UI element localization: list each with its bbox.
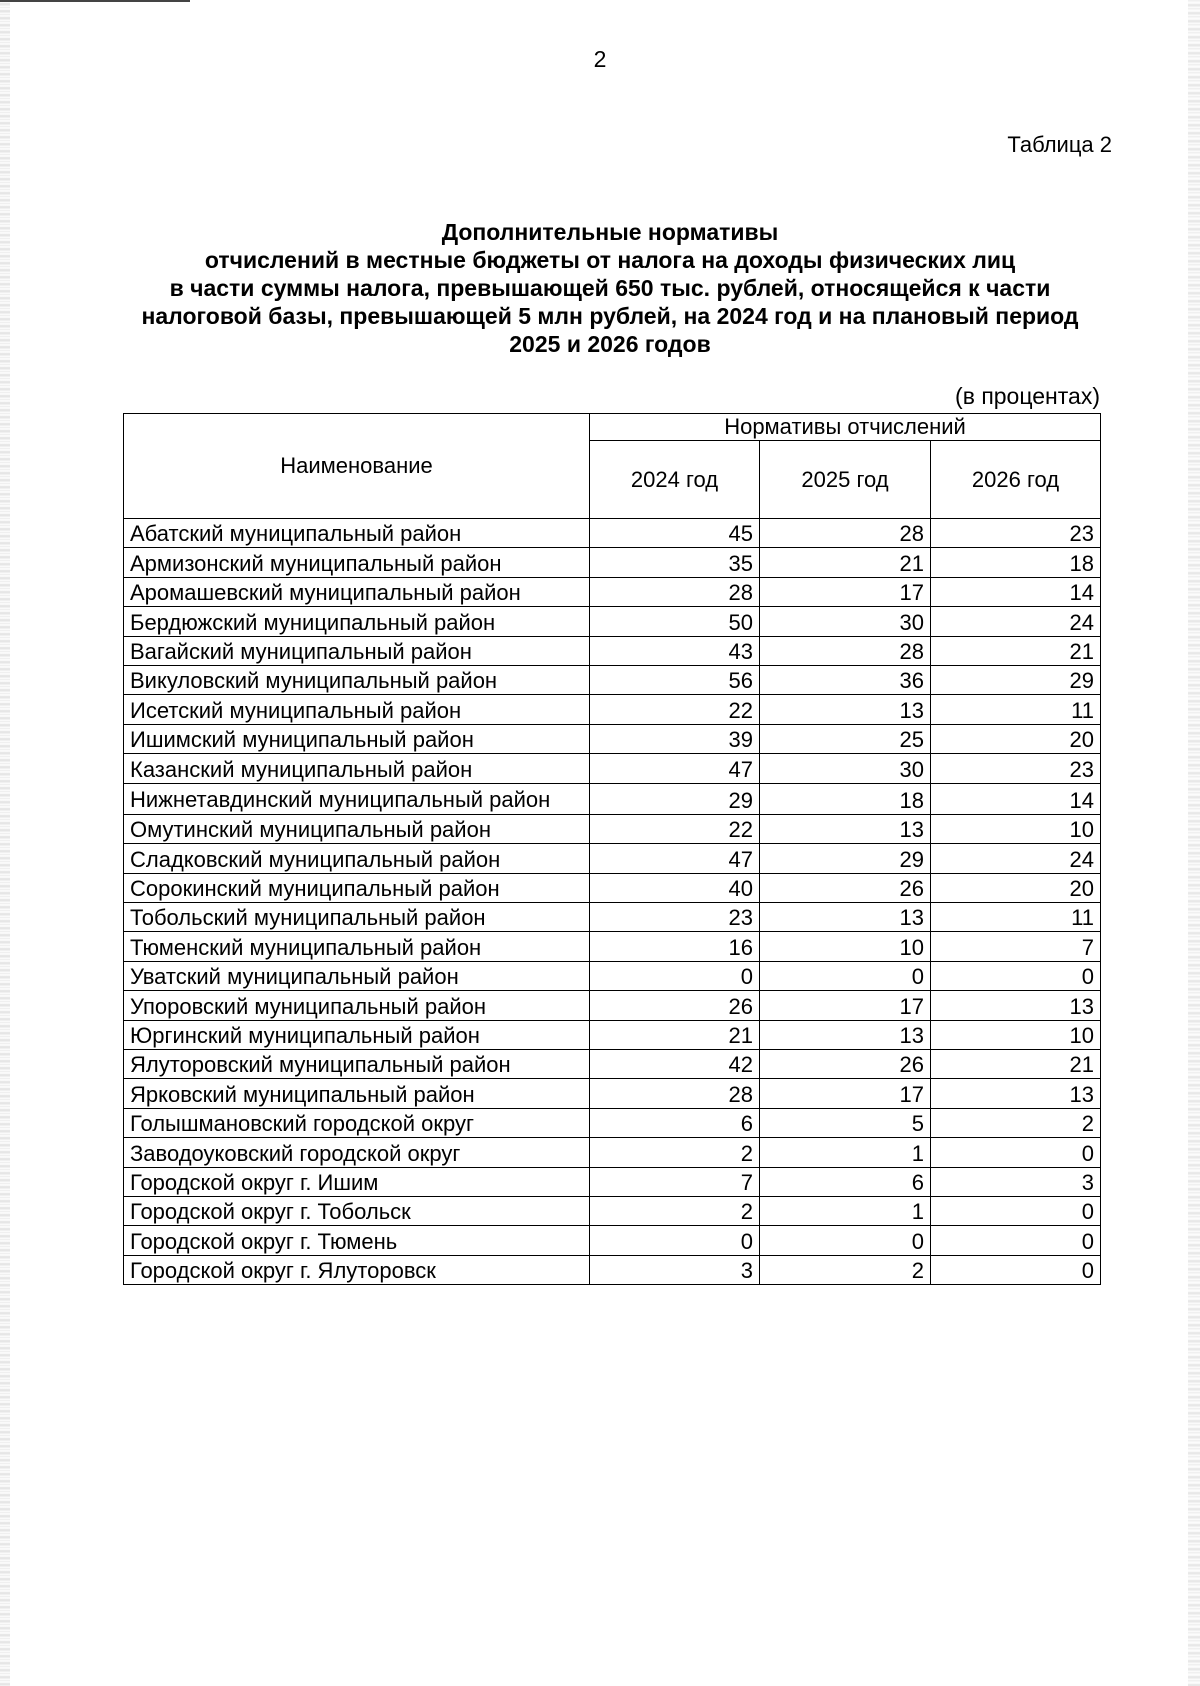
value-2025-cell: 0: [760, 961, 931, 990]
table-row: [124, 991, 1101, 1020]
table-row: [124, 1255, 1101, 1284]
name-cell: Абатский муниципальный район: [124, 519, 590, 548]
scan-edge-left: [0, 0, 10, 1686]
value-2025-cell: 18: [760, 783, 931, 814]
value-2026-cell: 29: [931, 665, 1101, 694]
table-row: [124, 519, 1101, 548]
table-row: [124, 636, 1101, 665]
value-2024-cell: 40: [590, 873, 760, 902]
value-2025-cell: 28: [760, 519, 931, 548]
value-2024-cell: 50: [590, 607, 760, 636]
value-2026-cell: 21: [931, 1050, 1101, 1079]
title-line: Дополнительные нормативы: [441, 219, 779, 245]
title-line: 2025 и 2026 годов: [509, 331, 711, 357]
value-2026-cell: 10: [931, 814, 1101, 843]
table-row: [124, 1196, 1101, 1225]
name-cell: Нижнетавдинский муниципальный район: [124, 783, 590, 814]
table-row: [124, 1108, 1101, 1137]
value-2026-cell: 20: [931, 724, 1101, 753]
name-cell: Упоровский муниципальный район: [124, 991, 590, 1020]
value-2024-cell: 26: [590, 991, 760, 1020]
name-cell: Ялуторовский муниципальный район: [124, 1050, 590, 1079]
name-cell: Тюменский муниципальный район: [124, 932, 590, 961]
value-2025-cell: 13: [760, 1020, 931, 1049]
name-cell: Заводоуковский городской округ: [124, 1138, 590, 1167]
value-2025-cell: 17: [760, 1079, 931, 1108]
value-2026-cell: 7: [931, 932, 1101, 961]
table-row: [124, 1167, 1101, 1196]
table-row: [124, 754, 1101, 783]
value-2025-cell: 29: [760, 844, 931, 873]
name-cell: Ярковский муниципальный район: [124, 1079, 590, 1108]
value-2024-cell: 47: [590, 754, 760, 783]
value-2026-cell: 13: [931, 991, 1101, 1020]
value-2025-cell: 30: [760, 607, 931, 636]
value-2025-cell: 30: [760, 754, 931, 783]
table-row: [124, 814, 1101, 843]
value-2026-cell: 0: [931, 1255, 1101, 1284]
table-row: [124, 1050, 1101, 1079]
value-2025-cell: 13: [760, 814, 931, 843]
value-2026-cell: 13: [931, 1079, 1101, 1108]
value-2026-cell: 3: [931, 1167, 1101, 1196]
value-2026-cell: 10: [931, 1020, 1101, 1049]
name-cell: Уватский муниципальный район: [124, 961, 590, 990]
value-2026-cell: 23: [931, 519, 1101, 548]
value-2024-cell: 28: [590, 577, 760, 606]
table-row: [124, 783, 1101, 814]
value-2026-cell: 11: [931, 695, 1101, 724]
value-2026-cell: 0: [931, 1226, 1101, 1255]
name-cell: Голышмановский городской округ: [124, 1108, 590, 1137]
norms-table: [123, 413, 1101, 1285]
name-cell: Городской округ г. Ялуторовск: [124, 1255, 590, 1284]
name-cell: Армизонский муниципальный район: [124, 548, 590, 577]
value-2025-cell: 17: [760, 577, 931, 606]
title-line: налоговой базы, превышающей 5 млн рублей, на 2024 год и на плановый период: [141, 303, 1079, 329]
value-2026-cell: 2: [931, 1108, 1101, 1137]
units-note: (в процентах): [955, 383, 1100, 409]
table-row: [124, 932, 1101, 961]
title-line: отчислений в местные бюджеты от налога на доходы физических лиц: [204, 247, 1016, 273]
value-2024-cell: 43: [590, 636, 760, 665]
value-2024-cell: 2: [590, 1138, 760, 1167]
value-2025-cell: 0: [760, 1226, 931, 1255]
name-cell: Казанский муниципальный район: [124, 754, 590, 783]
name-cell: Сладковский муниципальный район: [124, 844, 590, 873]
value-2025-cell: 13: [760, 903, 931, 932]
table-row: [124, 607, 1101, 636]
table-row: [124, 1020, 1101, 1049]
name-cell: Городской округ г. Тюмень: [124, 1226, 590, 1255]
scan-top-line: [0, 0, 190, 2]
value-2026-cell: 18: [931, 548, 1101, 577]
table-label: Таблица 2: [1007, 132, 1112, 157]
value-2026-cell: 0: [931, 1138, 1101, 1167]
value-2024-cell: 22: [590, 695, 760, 724]
norms-group-header: Нормативы отчислений: [590, 414, 1101, 441]
year-header-2024: 2024 год: [590, 441, 760, 519]
value-2025-cell: 36: [760, 665, 931, 694]
value-2024-cell: 16: [590, 932, 760, 961]
table-row: [124, 1079, 1101, 1108]
value-2024-cell: 6: [590, 1108, 760, 1137]
value-2025-cell: 1: [760, 1196, 931, 1225]
value-2025-cell: 28: [760, 636, 931, 665]
value-2024-cell: 56: [590, 665, 760, 694]
name-cell: Вагайский муниципальный район: [124, 636, 590, 665]
name-cell: Городской округ г. Ишим: [124, 1167, 590, 1196]
table-row: [124, 844, 1101, 873]
value-2025-cell: 5: [760, 1108, 931, 1137]
value-2024-cell: 42: [590, 1050, 760, 1079]
value-2024-cell: 2: [590, 1196, 760, 1225]
value-2026-cell: 0: [931, 1196, 1101, 1225]
value-2026-cell: 0: [931, 961, 1101, 990]
value-2026-cell: 20: [931, 873, 1101, 902]
value-2025-cell: 2: [760, 1255, 931, 1284]
value-2024-cell: 35: [590, 548, 760, 577]
value-2024-cell: 47: [590, 844, 760, 873]
value-2024-cell: 21: [590, 1020, 760, 1049]
value-2026-cell: 24: [931, 844, 1101, 873]
year-header-2025: 2025 год: [760, 441, 931, 519]
value-2025-cell: 6: [760, 1167, 931, 1196]
value-2024-cell: 29: [590, 783, 760, 814]
value-2026-cell: 21: [931, 636, 1101, 665]
table-row: [124, 665, 1101, 694]
value-2024-cell: 0: [590, 961, 760, 990]
value-2025-cell: 13: [760, 695, 931, 724]
name-cell: Ишимский муниципальный район: [124, 724, 590, 753]
table-row: [124, 724, 1101, 753]
value-2026-cell: 24: [931, 607, 1101, 636]
year-header-2026: 2026 год: [931, 441, 1101, 519]
value-2025-cell: 17: [760, 991, 931, 1020]
table-row: [124, 548, 1101, 577]
name-cell: Сорокинский муниципальный район: [124, 873, 590, 902]
value-2026-cell: 11: [931, 903, 1101, 932]
value-2025-cell: 21: [760, 548, 931, 577]
document-title: [100, 218, 1120, 358]
page-number: 2: [593, 46, 607, 72]
table-row: [124, 1226, 1101, 1255]
title-line: в части суммы налога, превышающей 650 тыс. рублей, относящейся к части: [169, 275, 1051, 301]
table-row: [124, 695, 1101, 724]
table-row: [124, 903, 1101, 932]
name-cell: Исетский муниципальный район: [124, 695, 590, 724]
value-2025-cell: 1: [760, 1138, 931, 1167]
value-2026-cell: 23: [931, 754, 1101, 783]
name-cell: Омутинский муниципальный район: [124, 814, 590, 843]
value-2025-cell: 26: [760, 1050, 931, 1079]
value-2024-cell: 0: [590, 1226, 760, 1255]
name-cell: Аромашевский муниципальный район: [124, 577, 590, 606]
value-2026-cell: 14: [931, 577, 1101, 606]
table-row: [124, 1138, 1101, 1167]
value-2025-cell: 25: [760, 724, 931, 753]
value-2025-cell: 26: [760, 873, 931, 902]
name-cell: Юргинский муниципальный район: [124, 1020, 590, 1049]
value-2024-cell: 28: [590, 1079, 760, 1108]
table-row: [124, 873, 1101, 902]
table-row: [124, 961, 1101, 990]
table-body: [124, 519, 1101, 1285]
value-2024-cell: 3: [590, 1255, 760, 1284]
value-2026-cell: 14: [931, 783, 1101, 814]
table-row: [124, 577, 1101, 606]
value-2024-cell: 45: [590, 519, 760, 548]
name-cell: Викуловский муниципальный район: [124, 665, 590, 694]
value-2024-cell: 23: [590, 903, 760, 932]
name-cell: Городской округ г. Тобольск: [124, 1196, 590, 1225]
value-2024-cell: 39: [590, 724, 760, 753]
value-2025-cell: 10: [760, 932, 931, 961]
value-2024-cell: 22: [590, 814, 760, 843]
scan-edge-right: [1188, 0, 1200, 1686]
name-column-header: Наименование: [124, 414, 590, 519]
name-cell: Тобольский муниципальный район: [124, 903, 590, 932]
value-2024-cell: 7: [590, 1167, 760, 1196]
name-cell: Бердюжский муниципальный район: [124, 607, 590, 636]
